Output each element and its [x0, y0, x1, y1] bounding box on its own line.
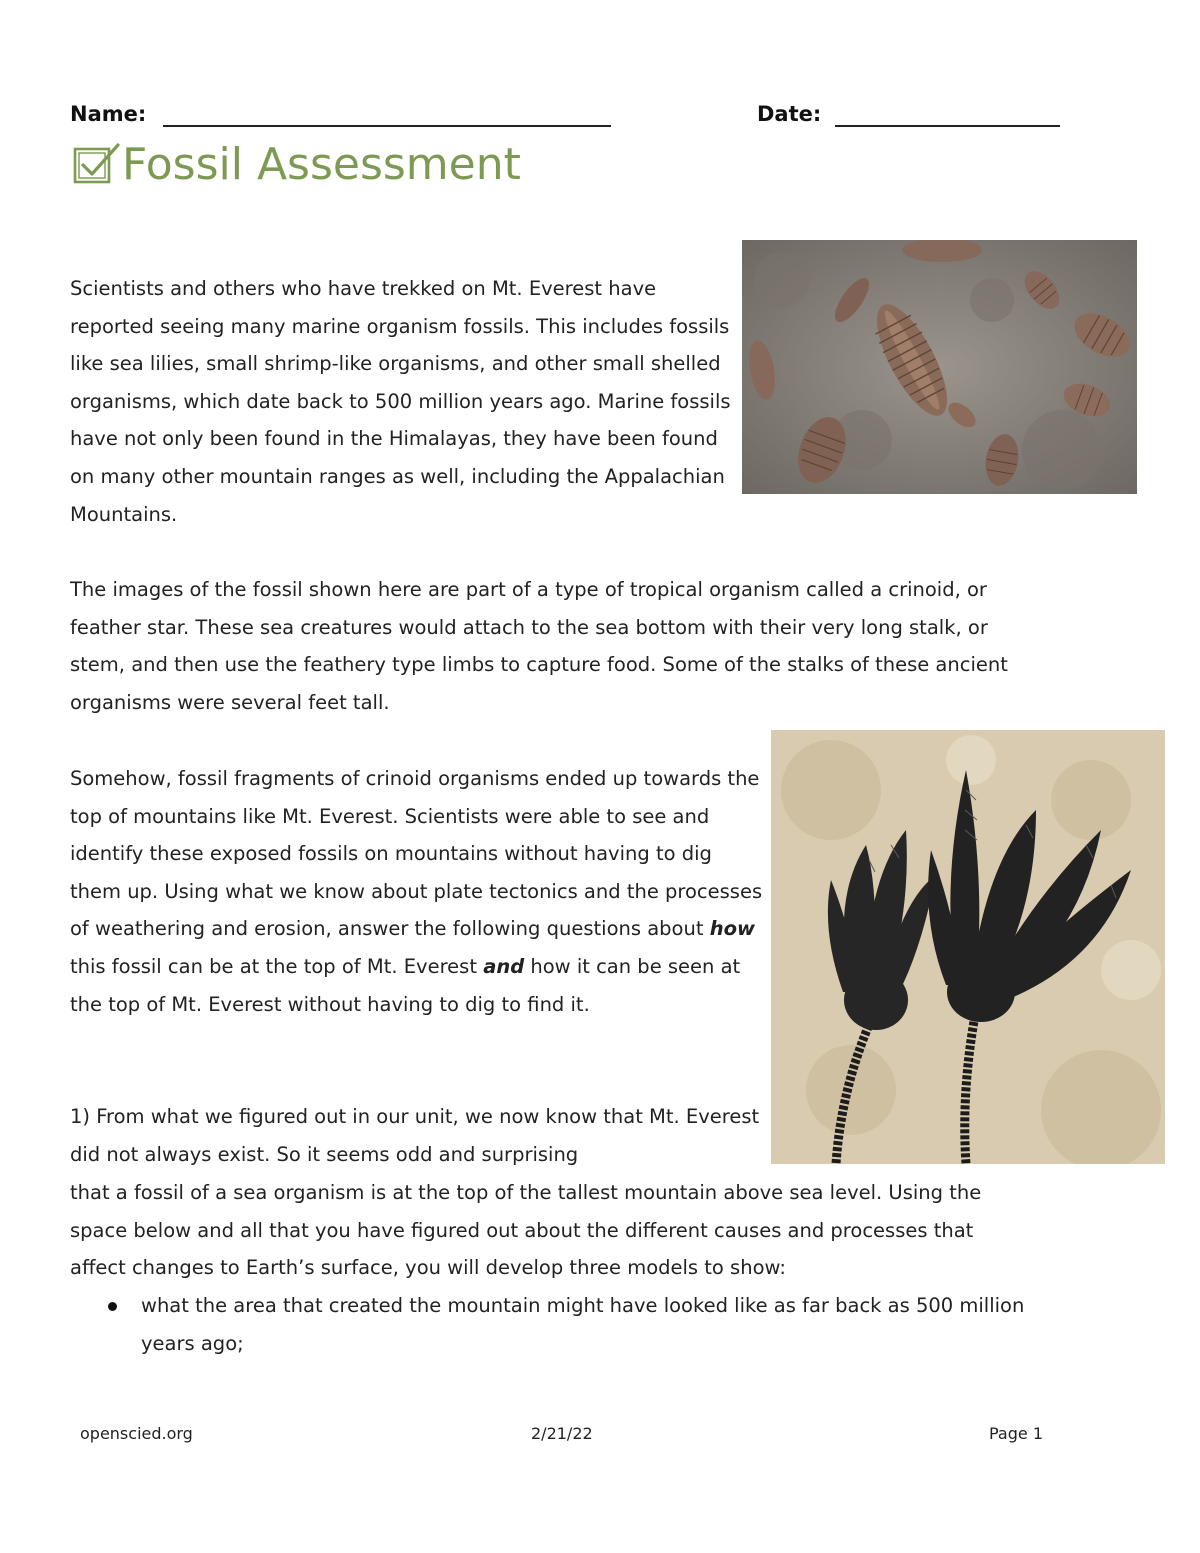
intro-paragraph: Scientists and others who have trekked on Mt. Everest have reported seeing many marine organism fossils. This includes fossils like sea lilies, small shrimp-like organisms, and other small shelled organisms, which date back to 500 million years ago. Marine fossils have not only been found in the Himalayas, they have been found on many other mountain ranges as well, including the Appalachian Mountains.	[70, 277, 731, 526]
footer-page: Page 1	[989, 1424, 1043, 1443]
weathering-paragraph	[70, 760, 765, 1023]
text-line: that a fossil of a sea organism is at the top of the tallest mountain above sea level. Using the	[70, 1181, 982, 1204]
crinoid-paragraph	[70, 571, 1130, 721]
name-field[interactable]	[163, 125, 611, 127]
date-field[interactable]	[835, 125, 1060, 127]
name-label: Name:	[70, 102, 147, 126]
checkbox-check-icon	[72, 141, 122, 187]
text-run: how it can be seen at the top of Mt. Everest without having to dig to find it.	[70, 954, 741, 1016]
emphasis-and: and	[483, 954, 525, 978]
text-run: Somehow, fossil fragments of crinoid organisms ended up towards the top of mountains like Mt. Everest. Scientists were able to see and identify these exposed fossils on mountains without having to dig them up. Using what we know about plate tectonics and the processes of weathering and erosion, answer the following questions about	[70, 767, 763, 941]
text-run: this fossil can be at the top of Mt. Everest	[70, 954, 484, 978]
text-line: what the area that created the mountain might have looked like as far back as 500 million	[141, 1294, 1025, 1317]
text-line: space below and all that you have figured out about the different causes and processes that	[70, 1218, 974, 1242]
question-1-intro: 1) From what we figured out in our unit, we now know that Mt. Everest did not always exist. So it seems odd and surprising	[70, 1105, 760, 1166]
date-label: Date:	[757, 102, 822, 126]
footer-site: openscied.org	[80, 1424, 193, 1443]
question-1-body	[70, 1174, 1130, 1287]
text-line: years ago;	[141, 1331, 244, 1355]
trilobite-fossil-image	[742, 240, 1137, 494]
text-line: organisms were several feet tall.	[70, 690, 390, 714]
crinoid-fossil-image	[771, 730, 1165, 1164]
page-title: Fossil Assessment	[122, 139, 521, 190]
bullet-item	[141, 1287, 1131, 1362]
text-line: feather star. These sea creatures would attach to the sea bottom with their very long stalk, or	[70, 615, 988, 639]
emphasis-how: how	[709, 917, 755, 941]
footer-date: 2/21/22	[531, 1424, 593, 1443]
text-line: stem, and then use the feathery type limbs to capture food. Some of the stalks of these ancient	[70, 653, 1008, 677]
bullet-icon	[108, 1302, 117, 1311]
text-line: The images of the fossil shown here are part of a type of tropical organism called a crinoid, or	[70, 578, 987, 601]
text-line: affect changes to Earth’s surface, you will develop three models to show:	[70, 1256, 786, 1280]
